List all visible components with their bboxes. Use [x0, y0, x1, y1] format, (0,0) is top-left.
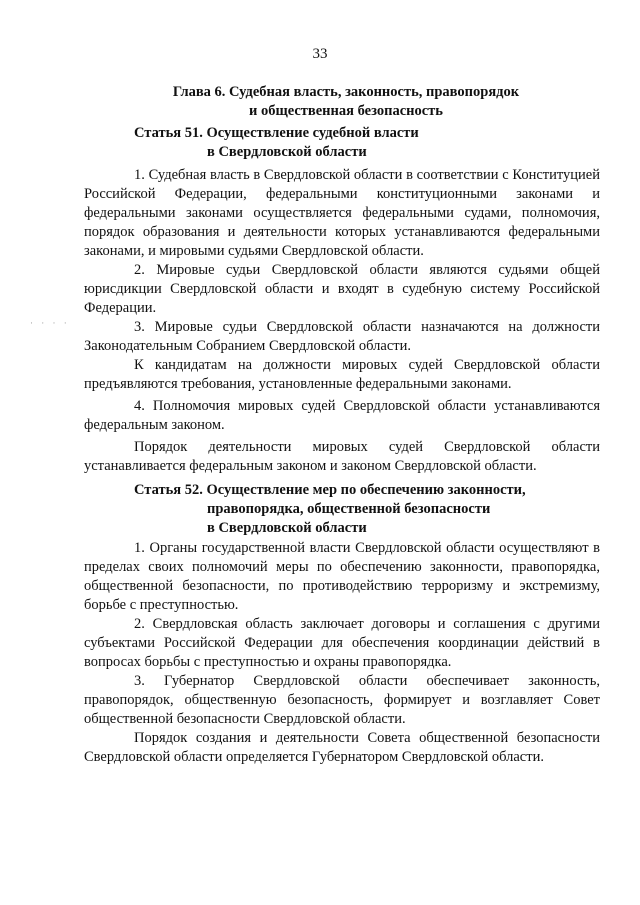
article-52-paragraph-2: 2. Свердловская область заключает договоры и соглашения с другими субъектами Российской Федерации для обеспечения координации действий в вопросах борьбы с преступностью и охраны правопорядка.	[84, 616, 600, 670]
article-51-paragraph-3: 3. Мировые судьи Свердловской области назначаются на должности Законодательным Собранием Свердловской области.	[84, 319, 600, 354]
article-52-title-line-1: Статья 52. Осуществление мер по обеспечению законности,	[134, 482, 526, 498]
article-52-title-line-2: правопорядка, общественной безопасности	[207, 501, 491, 517]
article-52-title-line-3: в Свердловской области	[207, 520, 367, 536]
scan-noise-marks: · · · ·	[30, 318, 70, 328]
article-51-paragraph-6: Порядок деятельности мировых судей Свердловской области устанавливается федеральным законом и законом Свердловской области.	[84, 439, 600, 474]
chapter-title-line-2: и общественная безопасность	[249, 103, 443, 119]
article-51-paragraph-4: К кандидатам на должности мировых судей Свердловской области предъявляются требования, установленные федеральными законами.	[84, 357, 600, 392]
article-52-title	[134, 481, 526, 538]
page-number: 33	[312, 46, 328, 62]
article-52-paragraph-1: 1. Органы государственной власти Свердловской области осуществляют в пределах своих полномочий меры по обеспечению законности, правопорядка, общественной безопасности, по противодействию терроризму и экстремизму, борьбе с преступностью.	[84, 540, 600, 613]
article-51-title	[134, 124, 419, 162]
article-51-paragraph-5: 4. Полномочия мировых судей Свердловской области устанавливаются федеральным законом.	[84, 398, 600, 433]
article-51-paragraph-2: 2. Мировые судьи Свердловской области являются судьями общей юрисдикции Свердловской области и входят в судебную систему Российской Федерации.	[84, 262, 600, 316]
chapter-title-line-1: Глава 6. Судебная власть, законность, правопорядок	[172, 84, 520, 100]
chapter-title	[120, 83, 572, 121]
article-52-paragraph-4: Порядок создания и деятельности Совета общественной безопасности Свердловской области определяется Губернатором Свердловской области.	[84, 730, 600, 765]
article-51-paragraph-1: 1. Судебная власть в Свердловской области в соответствии с Конституцией Российской Федерации, федеральными конституционными законами и федеральными законами осуществляется федеральными судами, полномочия, порядок образования и деятельности которых устанавливаются федеральными законами, и мировыми судьями Свердловской области.	[84, 167, 600, 259]
article-51-title-line-1: Статья 51. Осуществление судебной власти	[134, 125, 419, 141]
article-52-paragraph-3: 3. Губернатор Свердловской области обеспечивает законность, правопорядок, общественную безопасность, формирует и возглавляет Совет общественной безопасности Свердловской области.	[84, 673, 600, 727]
article-51-title-line-2: в Свердловской области	[207, 144, 367, 160]
